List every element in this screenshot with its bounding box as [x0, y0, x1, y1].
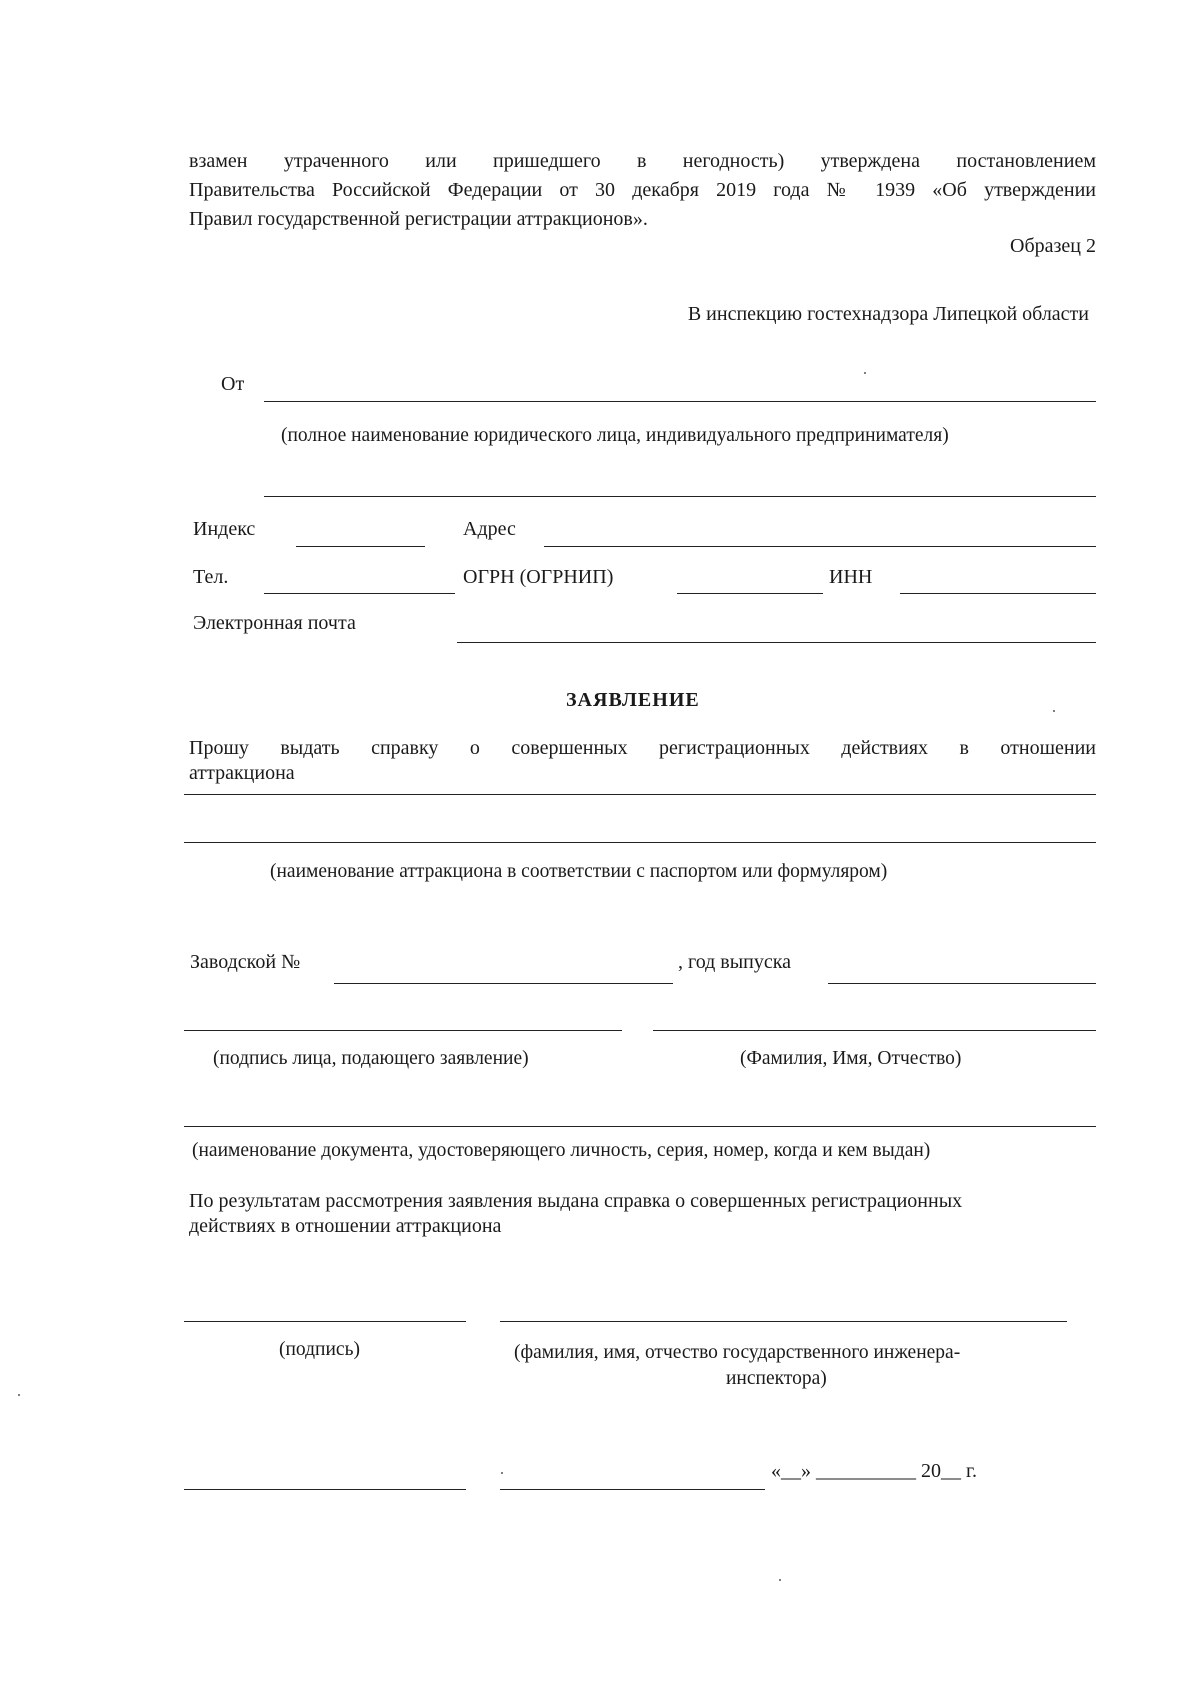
- ogrn-line[interactable]: [677, 593, 823, 594]
- applicant-signature-line[interactable]: [184, 1030, 622, 1031]
- sample-label: Образец 2: [1010, 235, 1096, 257]
- intro-line-1: взамен утраченного или пришедшего в негодность) утверждена постановлением: [189, 150, 1096, 172]
- scan-speck: [779, 1579, 781, 1581]
- email-label: Электронная почта: [193, 612, 356, 634]
- applicant-fio-line[interactable]: [653, 1030, 1096, 1031]
- index-label: Индекс: [193, 518, 256, 540]
- identity-document-line[interactable]: [184, 1126, 1096, 1127]
- address-line[interactable]: [544, 546, 1096, 547]
- address-label: Адрес: [463, 518, 516, 540]
- applicant-name-line-2[interactable]: [264, 496, 1096, 497]
- scan-speck: [501, 1472, 503, 1474]
- inspector-signature-line[interactable]: [184, 1321, 466, 1322]
- request-line-2: аттракциона: [189, 762, 295, 784]
- addressee: В инспекцию гостехнадзора Липецкой области: [687, 303, 1089, 325]
- scan-speck: [864, 372, 866, 374]
- inspector-caption-line-2: инспектора): [726, 1368, 827, 1389]
- issue-date[interactable]: «__» __________ 20__ г.: [771, 1460, 977, 1482]
- inspector-fio-line[interactable]: [500, 1321, 1067, 1322]
- attraction-caption: (наименование аттракциона в соответствии с паспортом или формуляром): [270, 861, 888, 882]
- intro-line-2: Правительства Российской Федерации от 30 декабря 2019 года № 1939 «Об утверждении: [189, 179, 1096, 201]
- bottom-fio-line[interactable]: [500, 1489, 765, 1490]
- inn-line[interactable]: [900, 593, 1096, 594]
- statement-title: ЗАЯВЛЕНИЕ: [566, 689, 700, 711]
- serial-line[interactable]: [334, 983, 673, 984]
- year-label: , год выпуска: [678, 951, 792, 973]
- phone-label: Тел.: [193, 566, 229, 588]
- inn-label: ИНН: [829, 566, 873, 588]
- result-line-1: По результатам рассмотрения заявления выдана справка о совершенных регистрационных: [189, 1190, 963, 1212]
- request-line-1: Прошу выдать справку о совершенных регистрационных действиях в отношении: [189, 737, 1096, 759]
- inspector-signature-caption: (подпись): [279, 1339, 360, 1360]
- scan-speck: [1053, 710, 1055, 712]
- identity-document-caption: (наименование документа, удостоверяющего личность, серия, номер, когда и кем выдан): [192, 1140, 931, 1161]
- from-label: От: [221, 373, 245, 395]
- scan-speck: [18, 1394, 20, 1396]
- applicant-signature-caption: (подпись лица, подающего заявление): [213, 1048, 529, 1069]
- intro-paragraph: [189, 147, 1096, 234]
- inspector-caption-line-1: (фамилия, имя, отчество государственного инженера-: [514, 1342, 961, 1363]
- applicant-name-caption: (полное наименование юридического лица, индивидуального предпринимателя): [281, 425, 949, 446]
- intro-line-3: Правил государственной регистрации аттракционов».: [189, 208, 648, 230]
- attraction-line-2[interactable]: [184, 842, 1096, 843]
- index-line[interactable]: [296, 546, 425, 547]
- email-line[interactable]: [457, 642, 1096, 643]
- applicant-fio-caption: (Фамилия, Имя, Отчество): [740, 1048, 962, 1069]
- applicant-name-line[interactable]: [264, 401, 1096, 402]
- serial-label: Заводской №: [190, 951, 301, 973]
- result-line-2: действиях в отношении аттракциона: [189, 1215, 502, 1237]
- phone-line[interactable]: [264, 593, 455, 594]
- bottom-signature-line[interactable]: [184, 1489, 466, 1490]
- ogrn-label: ОГРН (ОГРНИП): [463, 566, 614, 588]
- attraction-line-1[interactable]: [184, 794, 1096, 795]
- year-line[interactable]: [828, 983, 1096, 984]
